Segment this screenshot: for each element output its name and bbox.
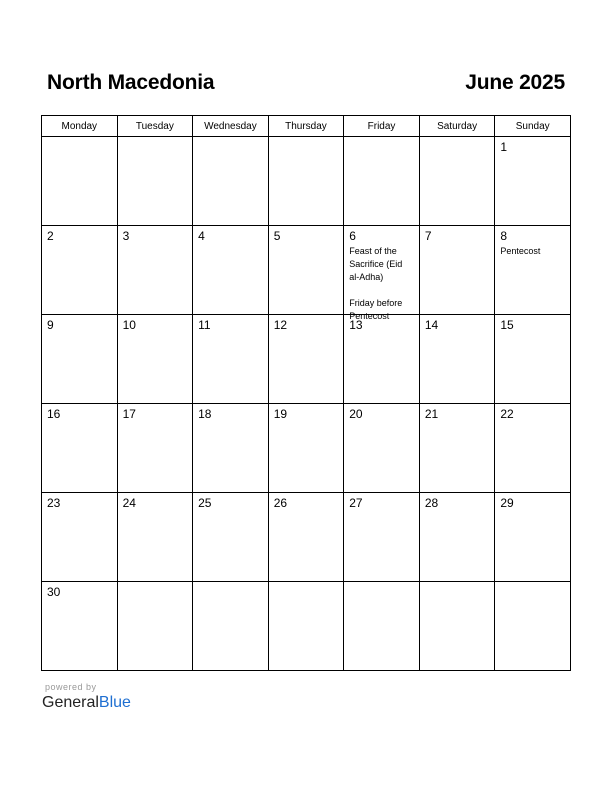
day-cell[interactable] bbox=[268, 315, 344, 404]
day-number: 15 bbox=[500, 318, 514, 332]
day-cell-content bbox=[495, 315, 570, 403]
day-cell[interactable] bbox=[268, 493, 344, 582]
day-cell-content bbox=[420, 315, 495, 403]
day-cell-content bbox=[42, 226, 117, 314]
day-number: 30 bbox=[47, 585, 61, 599]
day-cell-content bbox=[118, 404, 193, 492]
weekday-friday: Friday bbox=[344, 116, 420, 137]
weekday-monday: Monday bbox=[42, 116, 118, 137]
day-cell[interactable] bbox=[268, 582, 344, 671]
day-cell[interactable] bbox=[495, 315, 571, 404]
day-cell[interactable] bbox=[117, 315, 193, 404]
day-cell-content bbox=[420, 404, 495, 492]
day-events bbox=[500, 245, 565, 258]
day-cell[interactable] bbox=[42, 404, 118, 493]
day-cell-content bbox=[344, 404, 419, 492]
day-cell-content bbox=[495, 137, 570, 225]
day-cell-content bbox=[269, 315, 344, 403]
day-cell[interactable] bbox=[42, 226, 118, 315]
holiday-label: Friday before Pentecost bbox=[349, 298, 403, 321]
day-number: 23 bbox=[47, 496, 61, 510]
day-cell-content bbox=[42, 493, 117, 581]
day-cell[interactable] bbox=[193, 137, 269, 226]
day-number: 5 bbox=[273, 229, 281, 243]
day-number: 1 bbox=[500, 140, 508, 154]
day-number: 29 bbox=[500, 496, 514, 510]
brand-general-text: General bbox=[42, 694, 99, 711]
generalblue-logo[interactable] bbox=[42, 694, 131, 712]
day-cell-content bbox=[344, 137, 419, 225]
day-cell-content bbox=[118, 315, 193, 403]
day-number: 3 bbox=[122, 229, 130, 243]
day-number: 18 bbox=[198, 407, 212, 421]
calendar-grid bbox=[41, 115, 571, 671]
day-cell-content bbox=[420, 493, 495, 581]
calendar-month-title: June 2025 bbox=[465, 71, 565, 94]
day-cell[interactable] bbox=[117, 493, 193, 582]
day-cell[interactable] bbox=[193, 315, 269, 404]
day-number: 21 bbox=[424, 407, 439, 421]
day-cell[interactable] bbox=[419, 404, 495, 493]
day-cell-content bbox=[344, 226, 419, 321]
day-cell[interactable] bbox=[495, 226, 571, 315]
day-cell[interactable] bbox=[42, 582, 118, 671]
day-number: 16 bbox=[47, 407, 61, 421]
day-cell-content bbox=[118, 582, 193, 670]
day-cell-content bbox=[193, 582, 268, 670]
day-number: 8 bbox=[500, 229, 508, 243]
week-row bbox=[42, 226, 571, 315]
day-cell-content bbox=[118, 226, 193, 314]
day-cell[interactable] bbox=[344, 582, 420, 671]
day-cell[interactable] bbox=[193, 493, 269, 582]
day-cell-content bbox=[193, 315, 268, 403]
day-cell-content bbox=[269, 582, 344, 670]
day-cell-content bbox=[193, 226, 268, 314]
day-cell-content bbox=[495, 493, 570, 581]
day-cell-content bbox=[269, 493, 344, 581]
day-number: 12 bbox=[273, 318, 288, 332]
day-cell[interactable] bbox=[117, 137, 193, 226]
day-number: 25 bbox=[198, 496, 212, 510]
day-cell[interactable] bbox=[344, 404, 420, 493]
day-number: 24 bbox=[122, 496, 136, 510]
day-cell[interactable] bbox=[419, 582, 495, 671]
day-cell[interactable] bbox=[268, 404, 344, 493]
weekday-thursday: Thursday bbox=[268, 116, 344, 137]
day-cell[interactable] bbox=[344, 493, 420, 582]
day-number: 7 bbox=[424, 229, 432, 243]
day-number: 19 bbox=[273, 407, 288, 421]
day-cell-content bbox=[269, 404, 344, 492]
day-number: 11 bbox=[198, 318, 211, 332]
day-cell[interactable] bbox=[117, 226, 193, 315]
day-cell-content bbox=[42, 404, 117, 492]
day-cell[interactable] bbox=[42, 137, 118, 226]
week-row bbox=[42, 493, 571, 582]
day-cell-content bbox=[42, 315, 117, 403]
day-cell[interactable] bbox=[495, 582, 571, 671]
week-row bbox=[42, 582, 571, 671]
day-cell-content bbox=[344, 582, 419, 670]
day-cell-content bbox=[193, 493, 268, 581]
week-row bbox=[42, 315, 571, 404]
day-cell-content bbox=[42, 137, 117, 225]
brand-blue-text: Blue bbox=[98, 694, 131, 711]
day-cell[interactable] bbox=[117, 404, 193, 493]
day-cell-content bbox=[420, 582, 495, 670]
weekday-sunday: Sunday bbox=[495, 116, 571, 137]
day-number: 10 bbox=[122, 318, 136, 332]
day-number: 2 bbox=[47, 229, 54, 243]
day-number: 28 bbox=[424, 496, 439, 510]
day-cell-content bbox=[269, 226, 344, 314]
weekday-saturday: Saturday bbox=[419, 116, 495, 137]
day-cell-content bbox=[420, 137, 495, 225]
day-cell-content bbox=[269, 137, 344, 225]
day-number: 22 bbox=[500, 407, 514, 421]
day-cell-content bbox=[344, 493, 419, 581]
day-cell-content bbox=[420, 226, 495, 314]
day-cell[interactable] bbox=[344, 226, 420, 321]
week-row bbox=[42, 404, 571, 493]
day-cell[interactable] bbox=[419, 315, 495, 404]
day-cell-content bbox=[495, 582, 570, 670]
weekday-header-row bbox=[42, 116, 571, 137]
day-cell[interactable] bbox=[42, 315, 118, 404]
day-cell-content bbox=[495, 226, 570, 314]
day-number: 14 bbox=[424, 318, 439, 332]
day-cell-content bbox=[344, 315, 419, 403]
weekday-wednesday: Wednesday bbox=[193, 116, 269, 137]
day-cell[interactable] bbox=[419, 137, 495, 226]
day-cell-content bbox=[118, 137, 193, 225]
day-events bbox=[349, 245, 414, 323]
calendar-country-title: North Macedonia bbox=[47, 71, 215, 94]
day-cell[interactable] bbox=[268, 137, 344, 226]
day-cell[interactable] bbox=[268, 226, 344, 315]
day-number: 26 bbox=[273, 496, 288, 510]
holiday-label: Feast of the Sacrifice (Eid al-Adha) bbox=[349, 246, 403, 282]
week-row bbox=[42, 137, 571, 226]
day-number: 20 bbox=[349, 407, 363, 421]
powered-by-label: powered by bbox=[45, 682, 97, 692]
day-cell[interactable] bbox=[495, 493, 571, 582]
holiday-label: Pentecost bbox=[500, 246, 541, 256]
day-number: 17 bbox=[122, 407, 136, 421]
day-cell[interactable] bbox=[193, 226, 269, 315]
day-cell[interactable] bbox=[344, 315, 420, 404]
day-number: 4 bbox=[198, 229, 205, 243]
day-number: 6 bbox=[349, 229, 356, 243]
day-cell[interactable] bbox=[193, 404, 269, 493]
day-cell-content bbox=[42, 582, 117, 670]
day-cell[interactable] bbox=[193, 582, 269, 671]
day-cell[interactable] bbox=[419, 226, 495, 315]
weekday-tuesday: Tuesday bbox=[117, 116, 193, 137]
day-number: 13 bbox=[349, 318, 363, 332]
day-number: 27 bbox=[349, 496, 363, 510]
day-cell[interactable] bbox=[117, 582, 193, 671]
day-cell[interactable] bbox=[495, 404, 571, 493]
day-cell[interactable] bbox=[495, 137, 571, 226]
day-cell[interactable] bbox=[344, 137, 420, 226]
day-cell-content bbox=[495, 404, 570, 492]
day-cell[interactable] bbox=[419, 493, 495, 582]
day-cell-content bbox=[193, 137, 268, 225]
day-number: 9 bbox=[47, 318, 54, 332]
day-cell-content bbox=[118, 493, 193, 581]
day-cell-content bbox=[193, 404, 268, 492]
day-cell[interactable] bbox=[42, 493, 118, 582]
